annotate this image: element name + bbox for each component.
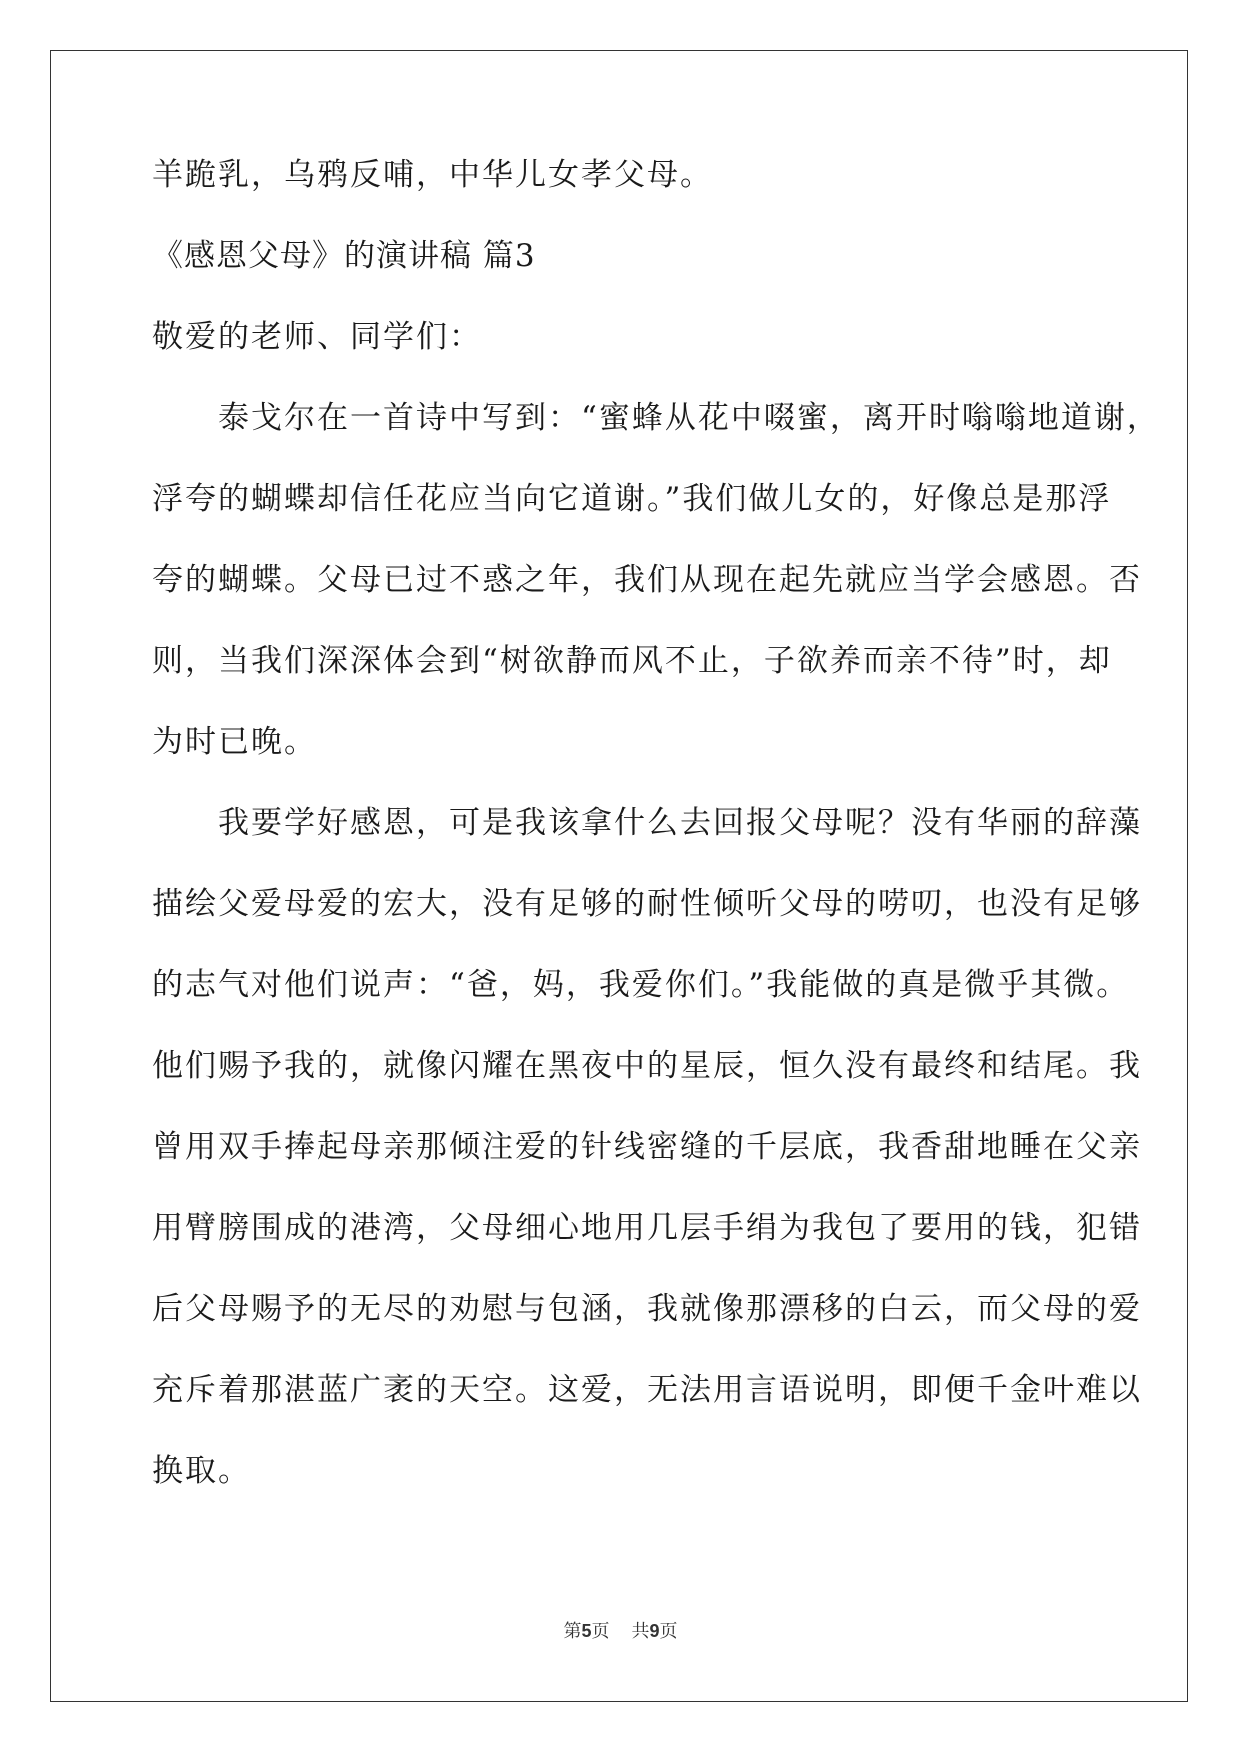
section-title: 《感恩父母》的演讲稿 篇3 — [152, 238, 536, 274]
text-line: 换取。 — [152, 1453, 251, 1489]
text-line: 泰戈尔在一首诗中写到：“蜜蜂从花中啜蜜，离开时嗡嗡地道谢， — [152, 400, 1160, 436]
text-line: 为时已晚。 — [152, 724, 317, 760]
page-prefix: 第 — [563, 1621, 582, 1642]
text-line: 充斥着那湛蓝广袤的天空。这爱，无法用言语说明，即便千金叶难以 — [152, 1372, 1142, 1408]
total-suffix: 页 — [659, 1621, 678, 1642]
salutation: 敬爱的老师、同学们： — [152, 319, 482, 355]
page-current-number: 5 — [581, 1621, 592, 1641]
page-footer — [0, 1620, 1241, 1643]
text-line: 曾用双手捧起母亲那倾注爱的针线密缝的千层底，我香甜地睡在父亲 — [152, 1129, 1142, 1165]
total-prefix: 共 — [631, 1621, 650, 1642]
text-line: 他们赐予我的，就像闪耀在黑夜中的星辰，恒久没有最终和结尾。我 — [152, 1048, 1142, 1084]
text-line: 则，当我们深深体会到“树欲静而风不止，子欲养而亲不待”时，却 — [152, 643, 1112, 679]
text-line: 夸的蝴蝶。父母已过不惑之年，我们从现在起先就应当学会感恩。否 — [152, 562, 1142, 598]
text-line: 用臂膀围成的港湾，父母细心地用几层手绢为我包了要用的钱，犯错 — [152, 1210, 1142, 1246]
text-line: 后父母赐予的无尽的劝慰与包涵，我就像那漂移的白云，而父母的爱 — [152, 1291, 1142, 1327]
document-body — [152, 157, 1160, 1537]
text-line: 的志气对他们说声：“爸，妈，我爱你们。”我能做的真是微乎其微。 — [152, 967, 1130, 1003]
text-line: 浮夸的蝴蝶却信任花应当向它道谢。”我们做儿女的，好像总是那浮 — [152, 481, 1112, 517]
page-suffix: 页 — [591, 1621, 610, 1642]
text-line: 描绘父爱母爱的宏大，没有足够的耐性倾听父母的唠叨，也没有足够 — [152, 886, 1142, 922]
page-total-number: 9 — [649, 1621, 660, 1641]
text-line: 我要学好感恩，可是我该拿什么去回报父母呢？没有华丽的辞藻 — [152, 805, 1142, 841]
text-line: 羊跪乳，乌鸦反哺，中华儿女孝父母。 — [152, 157, 713, 193]
